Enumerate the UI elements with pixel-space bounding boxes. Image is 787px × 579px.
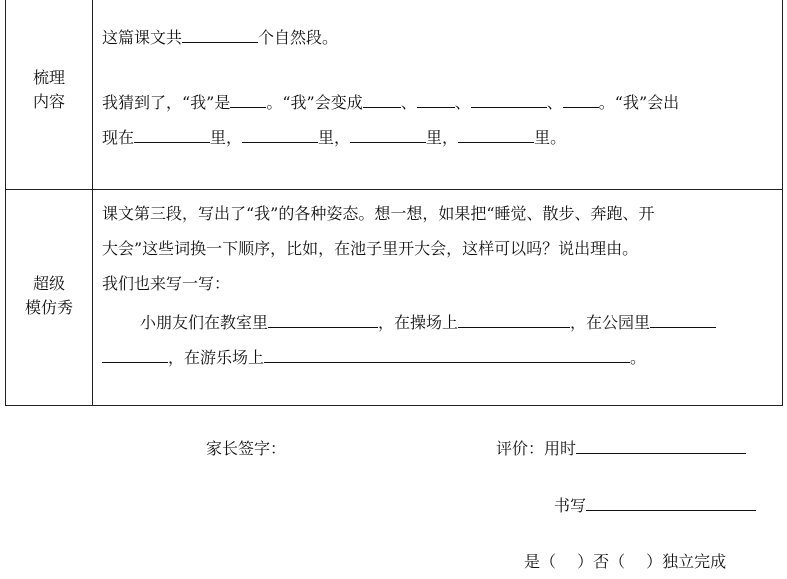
question-text: 。“我”会出 [598, 93, 680, 112]
answer-blank[interactable] [134, 128, 210, 143]
section-label-organize [6, 66, 92, 114]
answer-blank[interactable] [268, 313, 378, 328]
answer-blank[interactable] [264, 348, 630, 363]
answer-blank[interactable] [650, 313, 716, 328]
section-label-line: 梳理 [32, 68, 65, 87]
question-text: 个自然段。 [258, 28, 339, 47]
homework-table [5, 0, 783, 406]
answer-blank[interactable] [471, 93, 547, 108]
writing-row [554, 494, 756, 518]
question-text: 里， [426, 128, 459, 147]
exercise-text: ，在操场上 [378, 313, 459, 332]
exercise-text: ，在游乐场上 [168, 348, 265, 367]
question-text: 现在 [102, 128, 135, 147]
exercise-text: ，在公园里 [570, 313, 651, 332]
section-label-imitation [6, 272, 92, 320]
separator: 、 [454, 93, 471, 112]
answer-blank[interactable] [230, 93, 266, 108]
question-text: 这篇课文共 [102, 28, 183, 47]
answer-blank[interactable] [563, 93, 599, 108]
question-text: 里， [210, 128, 243, 147]
section-label-line: 内容 [32, 92, 65, 111]
exercise-text: 小朋友们在教室里 [140, 313, 269, 332]
evaluation-time-label: 评价：用时 [496, 439, 577, 458]
column-divider [92, 0, 93, 405]
answer-blank[interactable] [242, 128, 318, 143]
writing-answer-blank[interactable] [586, 496, 756, 511]
time-answer-blank[interactable] [576, 439, 746, 454]
answer-blank[interactable] [458, 128, 534, 143]
answer-blank[interactable] [102, 348, 168, 363]
answer-blank[interactable] [182, 28, 258, 43]
evaluation-time-row [496, 437, 746, 461]
writing-exercise-line [140, 311, 716, 335]
separator: 、 [546, 93, 563, 112]
instruction-line: 课文第三段，写出了“我”的各种姿态。想一想，如果把“睡觉、散步、奔跑、开 [102, 204, 655, 223]
exercise-text: 。 [630, 348, 647, 367]
question-text: 里， [318, 128, 351, 147]
writing-label: 书写 [554, 496, 587, 515]
separator: 、 [400, 93, 417, 112]
row-divider [6, 189, 782, 190]
answer-blank[interactable] [458, 313, 570, 328]
section-label-line: 模仿秀 [24, 298, 73, 317]
answer-blank[interactable] [363, 93, 401, 108]
writing-exercise-line [102, 346, 646, 370]
instruction-line: 我们也来写一写： [102, 274, 231, 293]
instruction-line: 大会”这些词换一下顺序，比如，在池子里开大会，这样可以吗？说出理由。 [102, 239, 639, 258]
independent-completion[interactable]: 是（ ）否（ ）独立完成 [524, 552, 727, 571]
question-appear-places [102, 126, 566, 150]
question-text: 。“我”会变成 [266, 93, 363, 112]
question-paragraph-count [102, 26, 338, 50]
question-guess [102, 91, 679, 115]
question-text: 里。 [534, 128, 567, 147]
section-label-line: 超级 [32, 274, 65, 293]
answer-blank[interactable] [417, 93, 455, 108]
question-text: 我猜到了，“我”是 [102, 93, 231, 112]
answer-blank[interactable] [350, 128, 426, 143]
parent-signature-label: 家长签字： [206, 439, 287, 458]
